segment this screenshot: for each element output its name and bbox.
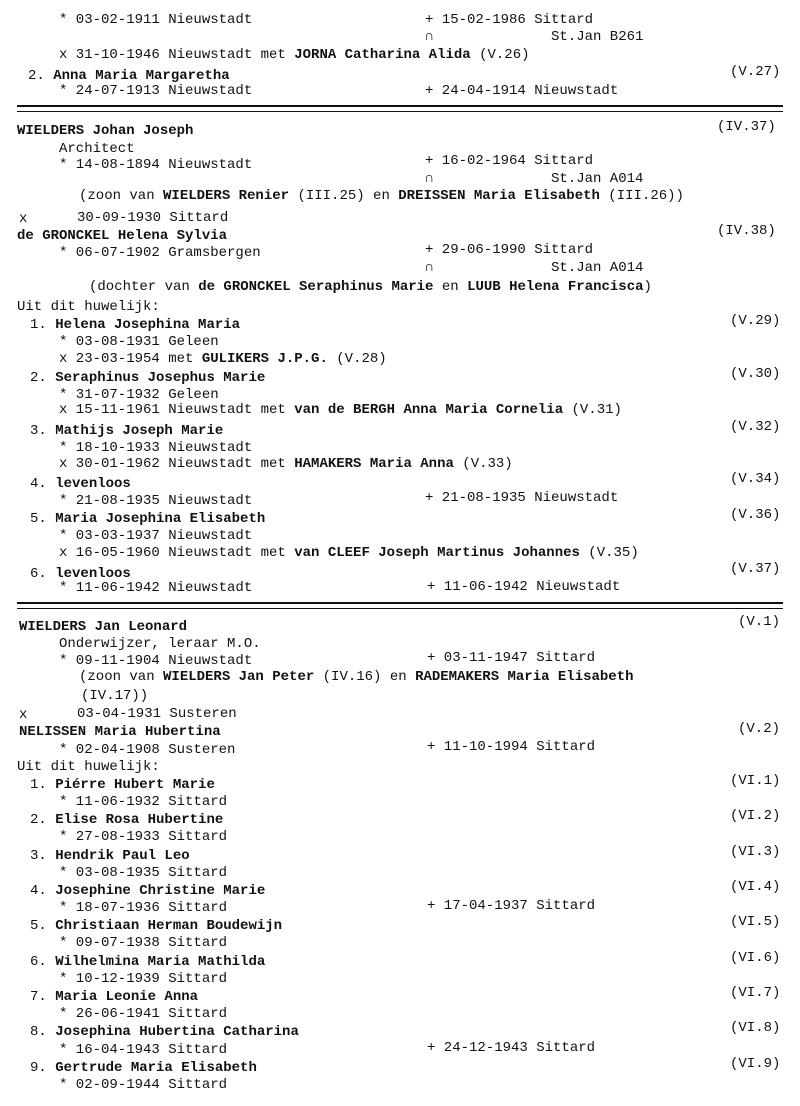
marriage-line: [59, 351, 387, 368]
mother-name: DREISSEN Maria Elisabeth: [398, 188, 600, 204]
spouse-name: HAMAKERS Maria Anna: [294, 456, 454, 472]
mother-name: LUUB Helena Francisca: [467, 279, 644, 295]
spouse-ref: (V.33): [453, 456, 513, 472]
child-number: 8.: [30, 1024, 56, 1040]
child-line: [30, 317, 240, 334]
generation-ref: (VI.2): [730, 808, 781, 824]
child-number: 9.: [30, 1060, 56, 1076]
spouse-name: JORNA Catharina Alida: [294, 47, 471, 63]
marriage-text: x 15-11-1961 Nieuwstadt met: [59, 402, 295, 418]
child-line: [30, 1060, 257, 1077]
birth-line: * 06-07-1902 Gramsbergen: [59, 245, 261, 261]
death-line: + 24-12-1943 Sittard: [427, 1040, 596, 1056]
child-line: [30, 777, 215, 794]
child-number: 4.: [30, 883, 56, 899]
spouse-name: van CLEEF Joseph Martinus Johannes: [294, 545, 580, 561]
generation-ref: (V.27): [730, 64, 781, 80]
marriage-date: 03-04-1931 Susteren: [77, 706, 237, 722]
child-line: [30, 918, 282, 935]
spouse-name: de GRONCKEL Helena Sylvia: [17, 228, 228, 244]
marriage-symbol: x: [19, 211, 28, 227]
birth-line: * 14-08-1894 Nieuwstadt: [59, 157, 253, 173]
birth-line: * 03-02-1911 Nieuwstadt: [59, 12, 253, 28]
generation-ref: (VI.3): [730, 844, 781, 860]
mother-name: RADEMAKERS Maria Elisabeth: [415, 669, 634, 685]
child-number: 1.: [30, 777, 56, 793]
generation-ref: (V.32): [730, 419, 781, 435]
parents-line-cont: (IV.17)): [81, 688, 149, 704]
parents-text: (dochter van: [89, 279, 199, 295]
child-line: [30, 812, 223, 829]
child-line: [30, 511, 265, 528]
marriage-date: 30-09-1930 Sittard: [77, 210, 229, 226]
death-line: + 24-04-1914 Nieuwstadt: [425, 83, 619, 99]
child-number: 2.: [30, 370, 56, 386]
child-line: [30, 954, 265, 971]
marriage-text: x 30-01-1962 Nieuwstadt met: [59, 456, 295, 472]
birth-line: * 09-11-1904 Nieuwstadt: [59, 653, 253, 669]
marriage-text: x 23-03-1954 met: [59, 351, 202, 367]
child-name: Helena Josephina Maria: [55, 317, 241, 333]
birth-line: * 11-06-1932 Sittard: [59, 794, 228, 810]
child-number: 5.: [30, 918, 56, 934]
death-line: + 03-11-1947 Sittard: [427, 650, 596, 666]
child-name: Maria Josephina Elisabeth: [55, 511, 266, 527]
generation-ref: (IV.38): [717, 223, 776, 239]
birth-line: * 10-12-1939 Sittard: [59, 971, 228, 987]
occupation: Onderwijzer, leraar M.O.: [59, 636, 261, 652]
generation-ref: (V.30): [730, 366, 781, 382]
child-number: 3.: [30, 848, 56, 864]
generation-ref: (V.29): [730, 313, 781, 329]
death-line: + 21-08-1935 Nieuwstadt: [425, 490, 619, 506]
child-number: 7.: [30, 989, 56, 1005]
burial-symbol: ∩: [425, 260, 434, 276]
death-line: + 15-02-1986 Sittard: [425, 12, 594, 28]
child-line: [30, 989, 198, 1006]
child-line: [30, 370, 265, 387]
child-name: Hendrik Paul Leo: [55, 848, 190, 864]
spouse-ref: (V.31): [563, 402, 622, 418]
section-divider: [17, 105, 783, 112]
parents-text: (zoon van: [79, 669, 164, 685]
burial-place: St.Jan A014: [551, 171, 644, 187]
child-number: 1.: [30, 317, 56, 333]
child-name: Christiaan Herman Boudewijn: [55, 918, 283, 934]
parents-text: (III.25) en: [289, 188, 399, 204]
marriage-line: [59, 402, 622, 419]
spouse-name: GULIKERS J.P.G.: [201, 351, 328, 367]
person-name: WIELDERS Johan Joseph: [17, 123, 194, 139]
birth-line: * 24-07-1913 Nieuwstadt: [59, 83, 253, 99]
parents-line: [79, 188, 684, 205]
child-line: [30, 476, 131, 493]
child-name: Josephine Christine Marie: [55, 883, 266, 899]
parents-line: [89, 279, 652, 296]
father-name: WIELDERS Jan Peter: [163, 669, 315, 685]
generation-ref: (V.1): [738, 614, 781, 630]
children-heading: Uit dit huwelijk:: [17, 759, 160, 775]
generation-ref: (VI.5): [730, 914, 781, 930]
generation-ref: (VI.7): [730, 985, 781, 1001]
birth-line: * 03-03-1937 Nieuwstadt: [59, 528, 253, 544]
generation-ref: (IV.37): [717, 119, 776, 135]
marriage-line: [59, 47, 530, 64]
death-line: + 11-10-1994 Sittard: [427, 739, 596, 755]
child-name: Anna Maria Margaretha: [53, 68, 230, 84]
birth-line: * 18-07-1936 Sittard: [59, 900, 228, 916]
marriage-text: x 16-05-1960 Nieuwstadt met: [59, 545, 295, 561]
burial-symbol: ∩: [425, 29, 434, 45]
birth-line: * 16-04-1943 Sittard: [59, 1042, 228, 1058]
child-name: Josephina Hubertina Catharina: [55, 1024, 299, 1040]
section-divider: [17, 602, 783, 609]
child-line: [30, 883, 265, 900]
parents-text: (III.26)): [599, 188, 684, 204]
birth-line: * 11-06-1942 Nieuwstadt: [59, 580, 253, 596]
birth-line: * 27-08-1933 Sittard: [59, 829, 228, 845]
child-name: Wilhelmina Maria Mathilda: [55, 954, 266, 970]
spouse-ref: (V.26): [470, 47, 530, 63]
birth-line: * 02-09-1944 Sittard: [59, 1077, 228, 1093]
child-number: 2.: [30, 812, 56, 828]
person-name: WIELDERS Jan Leonard: [19, 619, 188, 635]
birth-line: * 21-08-1935 Nieuwstadt: [59, 493, 253, 509]
death-line: + 16-02-1964 Sittard: [425, 153, 594, 169]
child-line: [30, 1024, 299, 1041]
child-name: levenloos: [55, 566, 131, 582]
spouse-ref: (V.28): [327, 351, 387, 367]
generation-ref: (VI.8): [730, 1020, 781, 1036]
parents-text: en: [433, 279, 468, 295]
birth-line: * 31-07-1932 Geleen: [59, 387, 219, 403]
birth-line: * 09-07-1938 Sittard: [59, 935, 228, 951]
occupation: Architect: [59, 141, 135, 157]
generation-ref: (VI.9): [730, 1056, 781, 1072]
burial-place: St.Jan B261: [551, 29, 644, 45]
generation-ref: (V.34): [730, 471, 781, 487]
burial-symbol: ∩: [425, 171, 434, 187]
birth-line: * 03-08-1935 Sittard: [59, 865, 228, 881]
father-name: de GRONCKEL Seraphinus Marie: [198, 279, 434, 295]
children-heading: Uit dit huwelijk:: [17, 299, 160, 315]
generation-ref: (VI.1): [730, 773, 781, 789]
child-name: Mathijs Joseph Marie: [55, 423, 224, 439]
spouse-name: NELISSEN Maria Hubertina: [19, 724, 221, 740]
birth-line: * 18-10-1933 Nieuwstadt: [59, 440, 253, 456]
generation-ref: (V.2): [738, 721, 781, 737]
death-line: + 17-04-1937 Sittard: [427, 898, 596, 914]
child-number: 5.: [30, 511, 56, 527]
child-number: 4.: [30, 476, 56, 492]
generation-ref: (VI.4): [730, 879, 781, 895]
parents-text: (IV.16) en: [314, 669, 416, 685]
spouse-ref: (V.35): [579, 545, 639, 561]
birth-line: * 26-06-1941 Sittard: [59, 1006, 228, 1022]
death-line: + 29-06-1990 Sittard: [425, 242, 594, 258]
marriage-line: [59, 545, 639, 562]
generation-ref: (V.37): [730, 561, 781, 577]
marriage-symbol: x: [19, 707, 28, 723]
child-number: 2.: [28, 68, 54, 84]
generation-ref: (VI.6): [730, 950, 781, 966]
child-line: [30, 848, 190, 865]
death-line: + 11-06-1942 Nieuwstadt: [427, 579, 621, 595]
burial-place: St.Jan A014: [551, 260, 644, 276]
child-name: Gertrude Maria Elisabeth: [55, 1060, 257, 1076]
father-name: WIELDERS Renier: [163, 188, 290, 204]
child-name: Elise Rosa Hubertine: [55, 812, 224, 828]
birth-line: * 02-04-1908 Susteren: [59, 742, 236, 758]
child-line: [30, 423, 223, 440]
generation-ref: (V.36): [730, 507, 781, 523]
parents-text: (zoon van: [79, 188, 164, 204]
parents-line: [79, 669, 634, 686]
marriage-line: [59, 456, 513, 473]
child-name: Seraphinus Josephus Marie: [55, 370, 266, 386]
spouse-name: van de BERGH Anna Maria Cornelia: [294, 402, 564, 418]
child-number: 6.: [30, 954, 56, 970]
child-number: 6.: [30, 566, 56, 582]
parents-text: ): [643, 279, 652, 295]
child-name: Piérre Hubert Marie: [55, 777, 215, 793]
child-name: Maria Leonie Anna: [55, 989, 199, 1005]
child-number: 3.: [30, 423, 56, 439]
marriage-text: x 31-10-1946 Nieuwstadt met: [59, 47, 295, 63]
birth-line: * 03-08-1931 Geleen: [59, 334, 219, 350]
child-name: levenloos: [55, 476, 131, 492]
